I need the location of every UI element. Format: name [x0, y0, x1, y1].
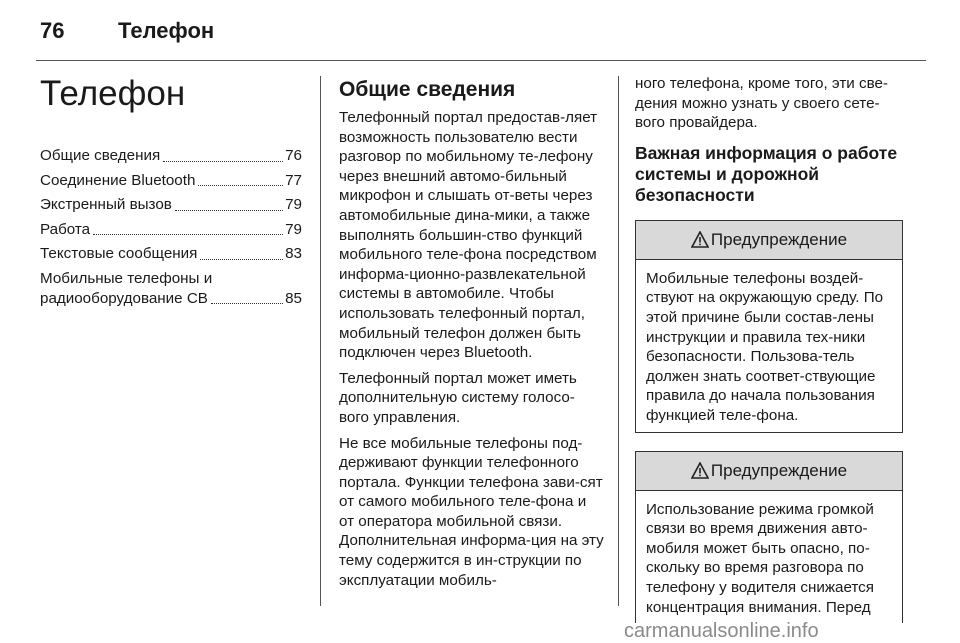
page-number: 76 [40, 18, 65, 43]
toc-leader-dots [163, 161, 283, 162]
toc-entry-title: Работа [40, 220, 91, 238]
page-header [40, 18, 214, 44]
toc-entry-page: 76 [285, 147, 302, 164]
toc-entry-page: 83 [285, 245, 302, 263]
toc-entry-title-line1: Мобильные телефоны и [40, 269, 213, 287]
toc-leader-dots [93, 234, 283, 235]
toc-entry[interactable] [40, 244, 302, 264]
safety-column [635, 74, 903, 641]
subsection-heading: Важная информация о работе системы и дорожной безопасности [635, 142, 898, 205]
toc-entry[interactable] [40, 146, 302, 166]
paragraph: Телефонный портал предостав-ляет возможность пользователю вести разговор по мобильному те-лефону через внешний автомо-бильный микрофон и слышать от-веты через автомобильные дина-мики, а также выполнять большин-ство функций мобильного теле-фона посредством информа-ционно-развлекательной системы в автомобиле. Чтобы использовать телефонный портал, мобильный телефон должен быть подключен через Bluetooth. [339, 109, 598, 362]
toc-leader-dots [200, 259, 283, 260]
column-divider-1 [320, 76, 321, 606]
chapter-title: Телефон [40, 74, 186, 113]
toc-entry-title: Текстовые сообщения [40, 245, 198, 263]
toc-column [40, 74, 302, 313]
running-section-title: Телефон [118, 18, 215, 43]
warning-title: Предупреждение [710, 229, 848, 249]
toc-entry[interactable] [40, 195, 302, 215]
column-divider-2 [618, 76, 619, 606]
warning-box [635, 220, 903, 433]
paragraph: Не все мобильные телефоны под-держивают функции телефонного портала. Функции телефона зави-сят от самого мобильного теле-фона и от оператора мобильной связи. Дополнительная информа-ция на эту тему содержится в ин-струкции по эксплуатации мобиль- [339, 434, 604, 589]
toc-entry-title: Соединение Bluetooth [40, 171, 196, 189]
warning-text: Использование режима громкой связи во время движения авто-мобиля может быть опасно, по-скольку во время разговора по телефону у водителя снижается концентрация внимания. Перед [646, 500, 874, 616]
section-heading: Общие сведения [339, 78, 516, 101]
watermark: carmanualsonline.info [624, 620, 819, 642]
warning-title: Предупреждение [710, 460, 848, 480]
warning-header [636, 221, 902, 260]
toc-entry-page: 79 [285, 196, 302, 214]
toc-leader-dots [211, 303, 283, 304]
warning-text: Мобильные телефоны воздей-ствуют на окружающую среду. По этой причине были состав-лены инструкции и правила тех-ники безопасности. Пользова-тель должен знать соответ-ствующие правила до начала пользования функцией теле-фона. [646, 269, 884, 424]
toc-entry-page: 77 [285, 171, 302, 189]
toc-leader-dots [198, 185, 283, 186]
toc-entry-title-line2: радиооборудование CB [40, 289, 208, 307]
paragraph-continuation: ного телефона, кроме того, эти све-дения можно узнать у своего сете-вого провайдера. [635, 75, 888, 132]
toc-leader-dots [175, 210, 283, 211]
toc-entry[interactable] [40, 171, 302, 191]
warning-header [636, 452, 902, 491]
toc-entry-title: Общие сведения [40, 147, 161, 164]
paragraph: Телефонный портал может иметь дополнительную систему голосо-вого управления. [339, 369, 577, 426]
toc-entry-page: 85 [285, 289, 302, 307]
toc-entry-title: Экстренный вызов [40, 196, 172, 214]
general-info-column [339, 78, 604, 596]
toc-entry[interactable] [40, 220, 302, 240]
warning-triangle-icon [691, 230, 711, 249]
header-divider [36, 60, 926, 61]
warning-triangle-icon [691, 461, 711, 480]
warning-box [635, 451, 903, 624]
toc-entry-page: 79 [285, 220, 302, 238]
toc-entry[interactable] [40, 269, 302, 308]
